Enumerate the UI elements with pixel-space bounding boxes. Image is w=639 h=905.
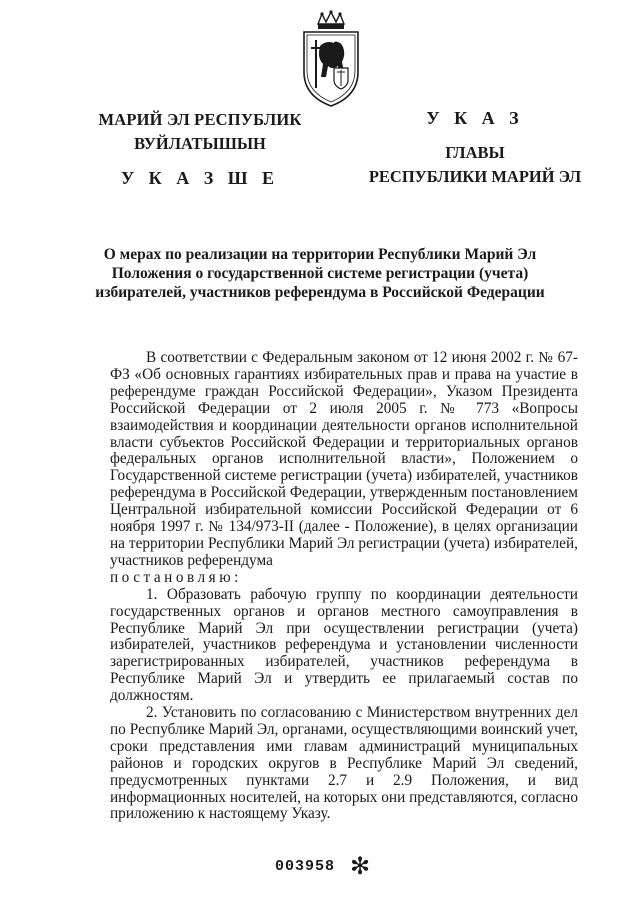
header-right-line3: РЕСПУБЛИКИ МАРИЙ ЭЛ xyxy=(368,167,582,186)
header-left-line3: У К А З Ш Е xyxy=(120,168,280,188)
decree-title-line2: Положения о государственной системе регистрации (учета) xyxy=(111,265,529,282)
asterisk-mark: ✻ xyxy=(350,852,371,880)
header-left-line1: МАРИЙ ЭЛ РЕСПУБЛИК xyxy=(98,110,302,129)
decree-body xyxy=(110,350,578,823)
header-right-line2: ГЛАВЫ xyxy=(445,143,505,162)
header-right-block xyxy=(355,106,595,189)
decree-title-line1: О мерах по реализации на территории Республики Марий Эл xyxy=(103,246,537,263)
mari-el-coat-of-arms-icon xyxy=(296,10,366,110)
header-left-block xyxy=(95,108,305,190)
header-left-line2: ВУЙЛАТЫШЫН xyxy=(134,134,266,153)
decree-intro-paragraph: В соответствии с Федеральным законом от 12 июня 2002 г. № 67-ФЗ «Об основных гарантиях избирательных прав и права на участие в референдуме граждан Российской Федерации», Указом Президента Российской Федерации от 2 июля 2005 г. № 773 «Вопросы взаимодействия и координации деятельности органов исполнительной власти субъектов Российской Федерации и территориальных органов федеральных органов исполнительной власти», Положением о Государственной системе регистрации (учета) избирателей, участников референдума в Российской Федерации, утвержденным постановлением Центральной избирательной комиссии Российской Федерации от 6 ноября 1997 г. № 134/973-II (далее - Положение), в целях организации на территории Республики Марий Эл регистрации (учета) избирателей, участников референдума xyxy=(110,349,578,569)
header-right-line1: У К А З xyxy=(426,108,524,128)
document-serial-number: 003958 xyxy=(275,858,336,875)
decree-resolution-word: постановляю: xyxy=(110,568,242,586)
decree-item-1: 1. Образовать рабочую группу по координации деятельности государственных органов и органов местного самоуправления в Республике Марий Эл при осуществлении регистрации (учета) избирателей, участников референдума и установлении численности зарегистрированных избирателей, участников референдума в Республике Марий Эл и утвердить ее прилагаемый состав по должностям. xyxy=(110,585,578,705)
decree-title-line3: избирателей, участников референдума в Российской Федерации xyxy=(95,284,545,301)
decree-item-2: 2. Установить по согласованию с Министерством внутренних дел по Республике Марий Эл, органами, осуществляющими воинский учет, сроки представления ими главам администраций муниципальных районов и городских округов в Республике Марий Эл сведений, предусмотренных пунктами 2.7 и 2.9 Положения, и вид информационных носителей, на которых они представляются, согласно приложению к настоящему Указу. xyxy=(110,704,578,823)
decree-title xyxy=(60,245,580,302)
